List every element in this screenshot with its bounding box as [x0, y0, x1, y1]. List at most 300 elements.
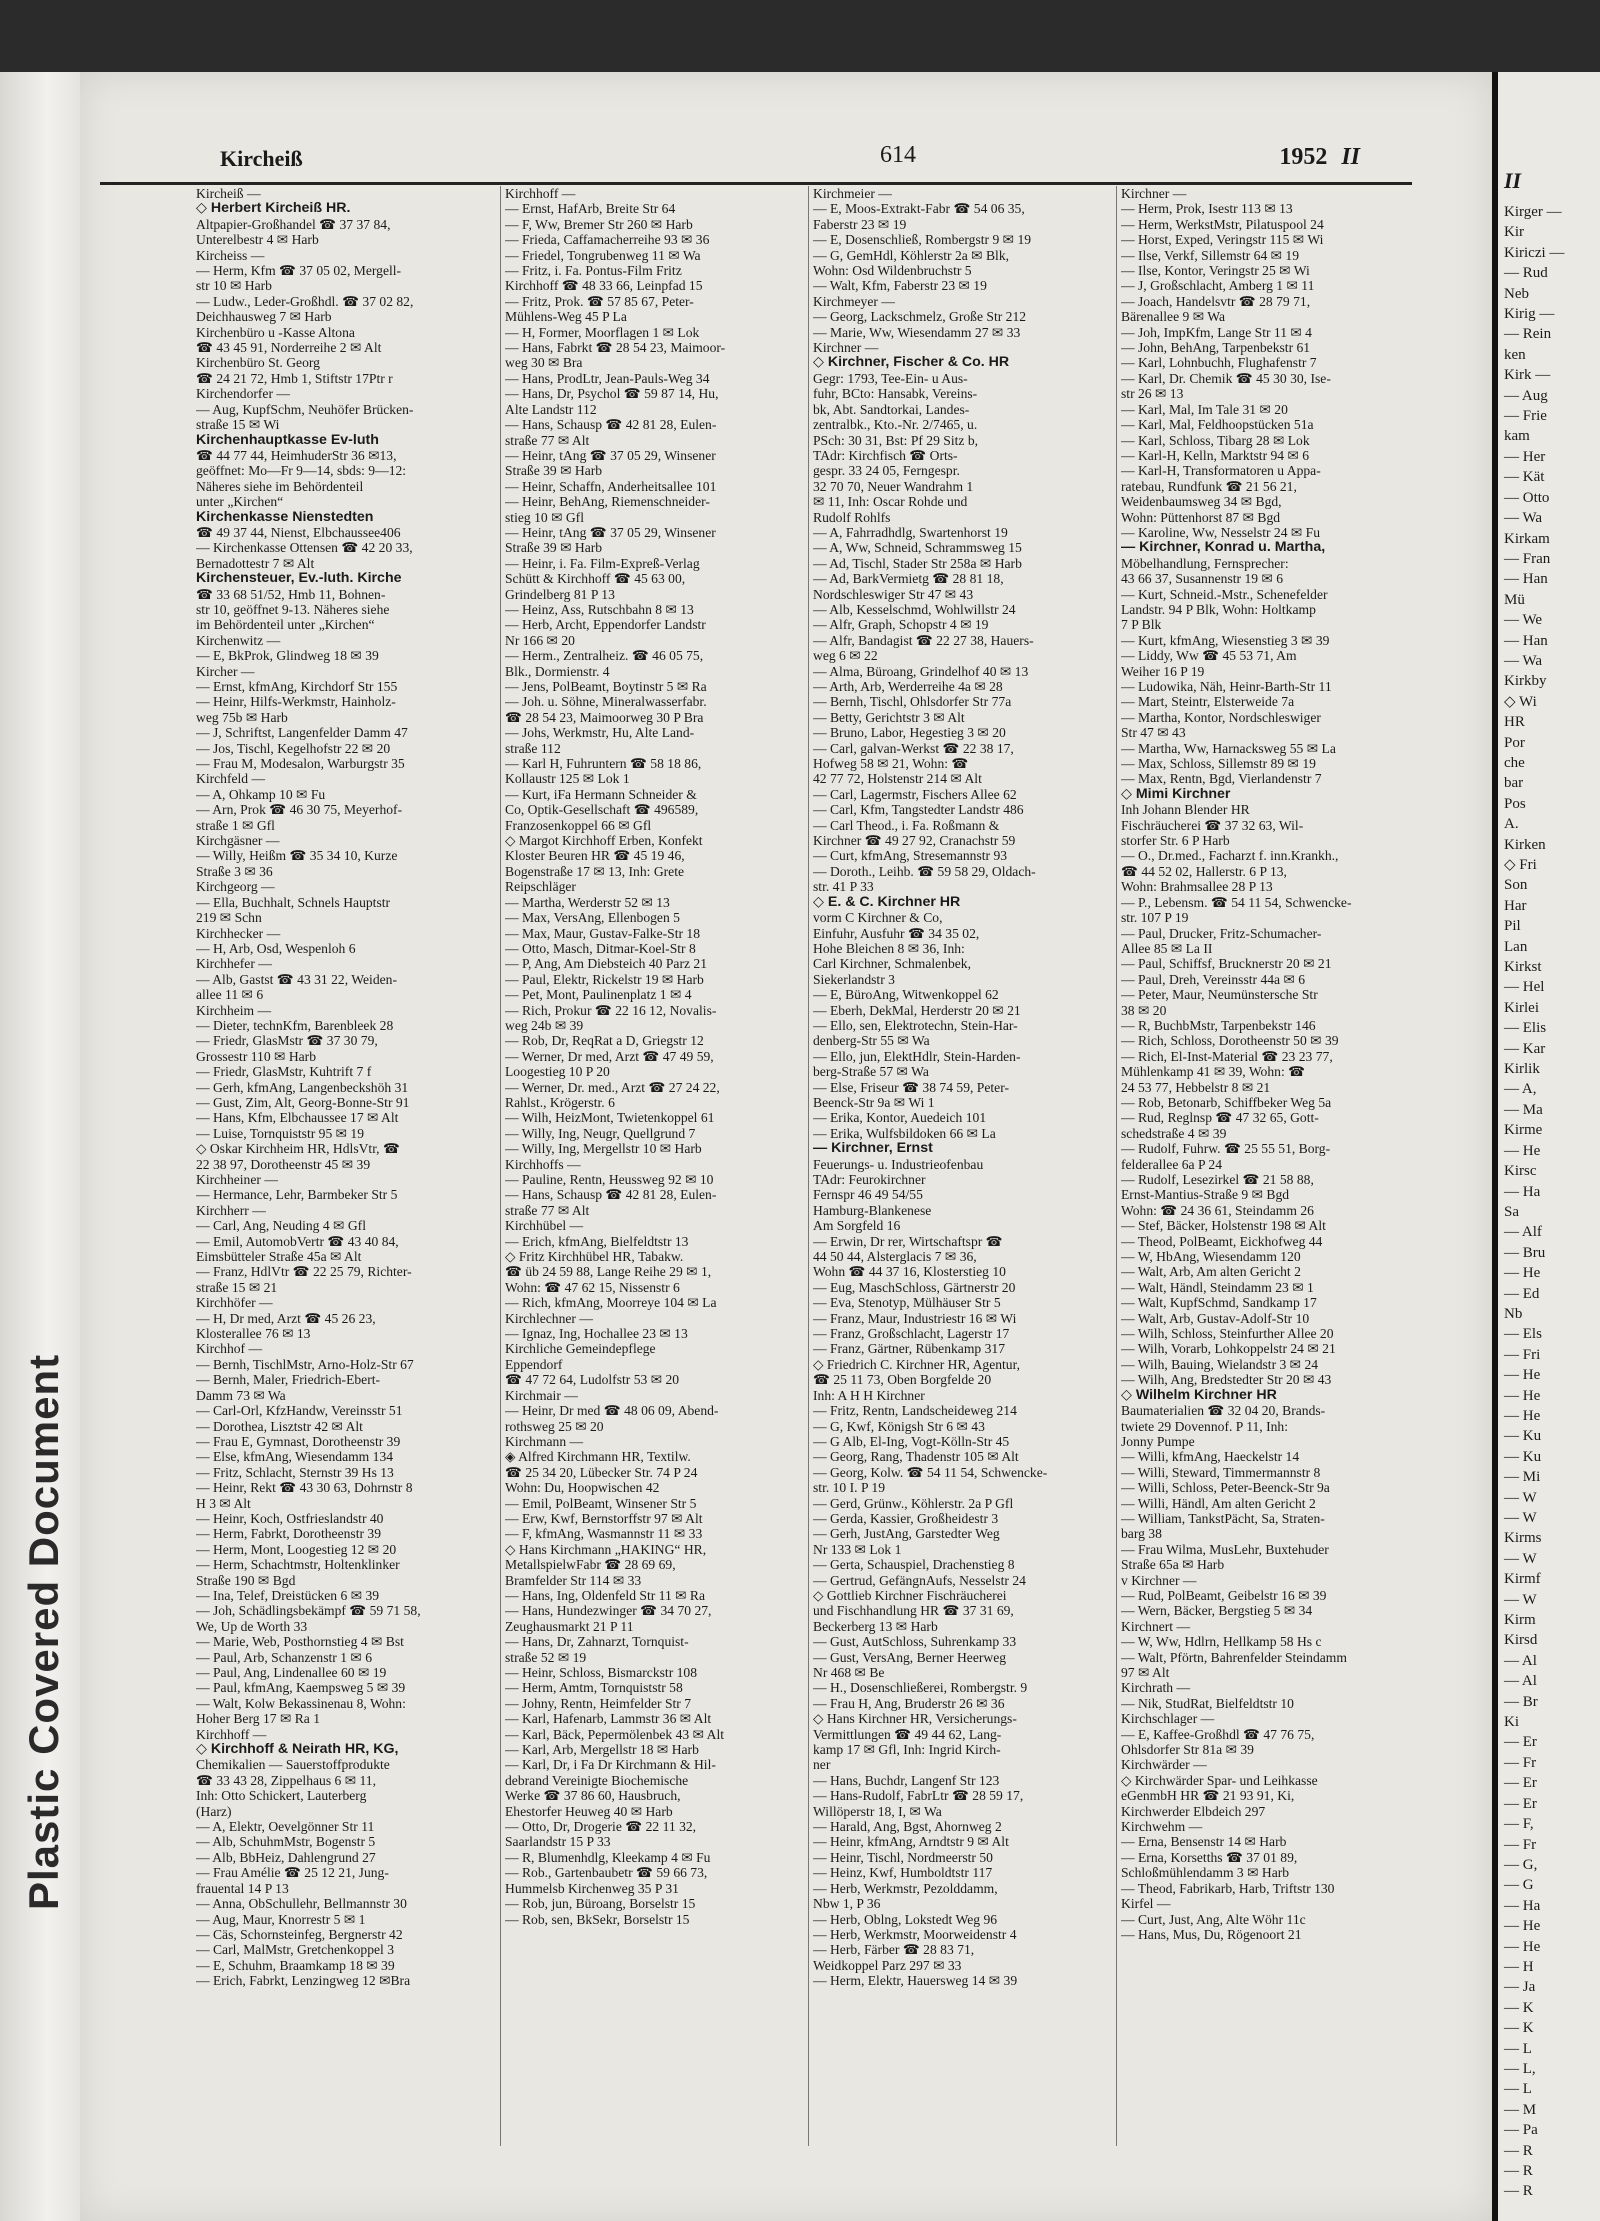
next-page-line: Kirger —: [1504, 204, 1562, 220]
directory-entry-line: — Frau Wilma, MusLehr, Buxtehuder: [1121, 1541, 1329, 1557]
directory-entry-line: — Friedr, GlasMstr ☎ 37 30 79,: [196, 1033, 378, 1049]
directory-entry-line: Inh: A H H Kirchner: [813, 1387, 925, 1403]
directory-entry-line: Vermittlungen ☎ 49 44 62, Lang-: [813, 1726, 1002, 1742]
next-page-line: Mü: [1504, 591, 1525, 608]
directory-entry-line: straße 112: [505, 740, 561, 756]
next-page-line: — Ed: [1504, 1285, 1540, 1302]
next-page-line: — G,: [1504, 1856, 1538, 1873]
directory-entry-line: — Rob, Betonarb, Schiffbeker Weg 5a: [1121, 1094, 1332, 1110]
directory-entry-line: — Wern, Bäcker, Bergstieg 5 ✉ 34: [1121, 1603, 1313, 1619]
directory-entry-line: — Erika, Wulfsbildoken 66 ✉ La: [813, 1125, 996, 1141]
directory-entry-line: MetallspielwFabr ☎ 28 69 69,: [505, 1557, 676, 1573]
directory-entry-line: — Herb, Werkmstr, Moorweidenstr 4: [813, 1926, 1017, 1942]
directory-entry-line: — Rudolf, Fuhrw. ☎ 25 55 51, Borg-: [1121, 1141, 1331, 1157]
directory-entry-line: ◇ Kirchwärder Spar- und Leihkasse: [1121, 1772, 1318, 1788]
next-page-line: ken: [1504, 346, 1526, 363]
next-page-line: — He: [1504, 1387, 1541, 1404]
directory-entry-line: — Jos, Tischl, Kegelhofstr 22 ✉ 20: [196, 740, 391, 756]
directory-entry-line: — Peter, Maur, Neumünstersche Str: [1121, 987, 1318, 1003]
next-page-line: Kirsd: [1504, 1632, 1538, 1649]
directory-entry-line: 44 50 44, Alsterglacis 7 ✉ 36,: [813, 1249, 977, 1265]
directory-entry-line: Kirchenwitz —: [196, 632, 281, 648]
directory-entry-line: Ohlsdorfer Str 81a ✉ 39: [1121, 1742, 1254, 1758]
directory-entry-line: Rahlst., Krögerstr. 6: [505, 1094, 615, 1110]
directory-entry-line: Beckerberg 13 ✉ Harb: [813, 1618, 938, 1634]
directory-entry-line: ◇ Gottlieb Kirchner Fischräucherei: [813, 1587, 1007, 1603]
directory-entry-line: — Karoline, Ww, Nesselstr 24 ✉ Fu: [1121, 524, 1321, 540]
directory-entry-line: Weidkoppel Parz 297 ✉ 33: [813, 1957, 962, 1973]
next-page-line: — Fr: [1504, 1754, 1537, 1771]
directory-entry-line: — Joh. u. Söhne, Mineralwasserfabr.: [505, 694, 707, 710]
directory-entry-line: ◇ Hans Kirchner HR, Versicherungs-: [813, 1711, 1017, 1727]
directory-entry-line: — R, BuchbMstr, Tarpenbekstr 146: [1121, 1017, 1316, 1033]
directory-entry-line: — Theod, PolBeamt, Eickhofweg 44: [1121, 1233, 1323, 1249]
year-volume: [1279, 144, 1360, 171]
next-page-line: — R: [1504, 2183, 1533, 2200]
directory-entry-line: — William, TankstPächt, Sa, Straten-: [1121, 1510, 1325, 1526]
directory-entry-line: Kirchhoff —: [505, 186, 576, 201]
directory-entry-line: — J, Schriftst, Langenfelder Damm 47: [196, 725, 408, 741]
directory-entry-line: Kirchenbüro St. Georg: [196, 355, 320, 371]
directory-entry-line: — Pauline, Rentn, Heussweg 92 ✉ 10: [505, 1172, 714, 1187]
directory-entry-line: — Heinr, Dr med ☎ 48 06 09, Abend-: [505, 1403, 719, 1419]
next-page-line: Kirmf: [1504, 1571, 1541, 1588]
directory-entry-line: — Willi, kfmAng, Haeckelstr 14: [1121, 1449, 1300, 1465]
next-page-line: — Rein: [1504, 326, 1552, 343]
directory-entry-line: — Rich, kfmAng, Moorreye 104 ✉ La: [505, 1295, 717, 1311]
directory-entry-line: Inh Johann Blender HR: [1121, 802, 1250, 818]
next-page-line: — Alf: [1504, 1224, 1542, 1241]
next-page-line: — K: [1504, 2020, 1534, 2037]
next-page-line: — M: [1504, 2101, 1537, 2118]
next-page-line: bar: [1504, 775, 1524, 792]
directory-entry-line: ☎ 33 68 51/52, Hmb 11, Bohnen-: [196, 586, 386, 602]
directory-entry-line: Str 47 ✉ 43: [1121, 725, 1186, 741]
directory-entry-line: — Alma, Büroang, Grindelhof 40 ✉ 13: [813, 663, 1029, 679]
directory-entry-line: — Theod, Fabrikarb, Harb, Triftstr 130: [1121, 1880, 1335, 1896]
directory-entry-line: — Alb, Gastst ☎ 43 31 22, Weiden-: [196, 971, 397, 987]
directory-entry-line: — E, Schuhm, Braamkamp 18 ✉ 39: [196, 1957, 395, 1973]
directory-entry-line: — Paul, Schiffsf, Brucknerstr 20 ✉ 21: [1121, 956, 1332, 972]
next-page-line: Por: [1504, 734, 1525, 751]
directory-entry-line: — Frau E, Gymnast, Dorotheenstr 39: [196, 1433, 401, 1449]
directory-entry-line: — Willi, Steward, Timmermannstr 8: [1121, 1464, 1321, 1480]
directory-entry-line: — Martha, Werderstr 52 ✉ 13: [505, 894, 670, 910]
next-page-line: Neb: [1504, 285, 1529, 302]
directory-entry-line: Altpapier-Großhandel ☎ 37 37 84,: [196, 216, 391, 232]
directory-entry-line: Kirchner ☎ 49 27 92, Cranachstr 59: [813, 833, 1016, 849]
column-2: [505, 186, 809, 2166]
directory-entry-line: — Karl, Arb, Mergellstr 18 ✉ Harb: [505, 1742, 699, 1758]
next-page-line: Ki: [1504, 1714, 1519, 1731]
directory-entry-line: — H, Arb, Osd, Wespenloh 6: [196, 940, 356, 956]
directory-entry-line: unter „Kirchen“: [196, 494, 284, 510]
directory-entry-line: Siekerlandstr 3: [813, 971, 895, 987]
directory-entry-line: geöffnet: Mo—Fr 9—14, sbds: 9—12:: [196, 463, 407, 479]
directory-entry-line: — Emil, AutomobVertr ☎ 43 40 84,: [196, 1233, 399, 1249]
directory-entry-line: ◇ Hans Kirchmann „HAKING“ HR,: [505, 1541, 707, 1557]
directory-entry-line: Allee 85 ✉ La II: [1121, 940, 1213, 956]
directory-entry-line: — E, Moos-Extrakt-Fabr ☎ 54 06 35,: [813, 201, 1025, 217]
directory-entry-line: straße 77 ✉ Alt: [505, 432, 590, 448]
directory-entry-line: — John, BehAng, Tarpenbekstr 61: [1121, 340, 1311, 356]
directory-entry-line: Kirchliche Gemeindepflege: [505, 1341, 656, 1357]
next-page-line: Har: [1504, 897, 1527, 914]
directory-entry-line: — Rich, Prokur ☎ 22 16 12, Novalis-: [505, 1002, 717, 1018]
directory-entry-line: — Erich, Fabrkt, Lenzingweg 12 ✉Bra: [196, 1973, 411, 1989]
directory-entry-line: straße 1 ✉ Gfl: [196, 817, 275, 833]
volume: II: [1341, 144, 1360, 170]
directory-entry-line: — Gerh, JustAng, Garstedter Weg: [813, 1526, 1000, 1542]
directory-entry-line: — Heinr, kfmAng, Arndtstr 9 ✉ Alt: [813, 1834, 1009, 1850]
directory-entry-line: — Kurt, iFa Hermann Schneider &: [505, 786, 697, 802]
directory-entry-line: eGenmbH HR ☎ 21 93 91, Ki,: [1121, 1788, 1295, 1804]
year: 1952: [1279, 144, 1328, 170]
next-page-line: — Ha: [1504, 1183, 1541, 1200]
directory-entry-line: Baumaterialien ☎ 32 04 20, Brands-: [1121, 1403, 1326, 1419]
directory-entry-line: Kirchmeier —: [813, 186, 892, 201]
directory-entry-line: Weiher 16 P 19: [1121, 663, 1205, 679]
directory-entry-line: Näheres siehe im Behördenteil: [196, 478, 364, 494]
directory-entry-line: — F, kfmAng, Wasmannstr 11 ✉ 33: [505, 1526, 703, 1542]
directory-entry-line: — Cäs, Schornsteinfeg, Bergnerstr 42: [196, 1926, 403, 1942]
directory-entry-line: Willöperstr 18, I, ✉ Wa: [813, 1803, 942, 1819]
directory-entry-line: — Eva, Stenotyp, Mülhäuser Str 5: [813, 1295, 1001, 1311]
directory-entry-line: — Hans, Fabrkt ☎ 28 54 23, Maimoor-: [505, 340, 726, 356]
directory-entry-line: — Johs, Werkmstr, Hu, Alte Land-: [505, 725, 695, 741]
directory-entry-line: Faberstr 23 ✉ 19: [813, 216, 907, 232]
directory-entry-line: ◇ Oskar Kirchheim HR, HdlsVtr, ☎: [196, 1141, 400, 1157]
page-header: [100, 130, 1412, 185]
directory-entry-line: — Eberh, DekMal, Herderstr 20 ✉ 21: [813, 1002, 1021, 1018]
directory-entry-line: str 26 ✉ 13: [1121, 386, 1184, 402]
next-page-line: — K: [1504, 1999, 1534, 2016]
directory-entry-line: — Erna, Korsetths ☎ 37 01 89,: [1121, 1849, 1298, 1865]
directory-entry-line: Kirchfeld —: [196, 771, 266, 787]
directory-entry-heading: ◇ E. & C. Kirchner HR: [813, 894, 961, 910]
directory-entry-line: weg 75b ✉ Harb: [196, 709, 288, 725]
directory-entry-line: — Gust, VersAng, Berner Heerweg: [813, 1649, 1007, 1665]
directory-entry-line: — Frieda, Caffamacherreihe 93 ✉ 36: [505, 232, 710, 248]
directory-entry-line: Wohn: ☎ 24 36 61, Steindamm 26: [1121, 1202, 1314, 1218]
directory-entry-line: — Max, VersAng, Ellenbogen 5: [505, 910, 680, 926]
column-1: [196, 186, 500, 2166]
directory-entry-line: Bogenstraße 17 ✉ 13, Inh: Grete: [505, 863, 685, 879]
directory-entry-line: H 3 ✉ Alt: [196, 1495, 251, 1511]
directory-entry-line: — Max, Schloss, Sillemstr 89 ✉ 19: [1121, 756, 1316, 772]
next-page-line: che: [1504, 754, 1525, 771]
directory-entry-line: — Heinz, Kwf, Humboldtstr 117: [813, 1865, 993, 1881]
directory-entry-line: — Willy, Ing, Neugr, Quellgrund 7: [505, 1125, 696, 1141]
directory-entry-line: — Georg, Kolw. ☎ 54 11 54, Schwencke-: [813, 1464, 1048, 1480]
next-page-line: Pos: [1504, 795, 1526, 812]
directory-entry-line: Ernst-Mantius-Straße 9 ✉ Bgd: [1121, 1187, 1290, 1203]
directory-entry-line: — Karl, Lohnbuchh, Flughafenstr 7: [1121, 355, 1317, 371]
directory-entry-line: — Erna, Bensenstr 14 ✉ Harb: [1121, 1834, 1287, 1850]
next-page-line: — Mi: [1504, 1469, 1541, 1486]
directory-entry-line: Wohn: ☎ 47 62 15, Nissenstr 6: [505, 1279, 680, 1295]
directory-entry-line: Franzosenkoppel 66 ✉ Gfl: [505, 817, 652, 833]
directory-entry-line: — R, Blumenhdlg, Kleekamp 4 ✉ Fu: [505, 1849, 711, 1865]
directory-entry-line: — Gust, Zim, Alt, Georg-Bonne-Str 91: [196, 1094, 410, 1110]
directory-entry-line: ☎ 44 52 02, Hallerstr. 6 P 13,: [1121, 863, 1287, 879]
directory-entry-line: 7 P Blk: [1121, 617, 1162, 633]
directory-entry-line: — H., Dosenschließerei, Rombergstr. 9: [813, 1680, 1028, 1696]
directory-entry-line: — Franz, Großschlacht, Lagerstr 17: [813, 1326, 1010, 1342]
directory-entry-line: ☎ 25 11 73, Oben Borgfelde 20: [813, 1372, 992, 1388]
next-page-line: — He: [1504, 1918, 1541, 1935]
directory-entry-line: Kirchner —: [1121, 186, 1187, 201]
next-page-line: — Er: [1504, 1734, 1537, 1751]
directory-entry-line: — Rob, Dr, ReqRat a D, Griegstr 12: [505, 1033, 704, 1049]
directory-entry-line: — E, Dosenschließ, Rombergstr 9 ✉ 19: [813, 232, 1032, 248]
next-page-line: — Fran: [1504, 550, 1551, 567]
next-page-line: Kirlei: [1504, 999, 1539, 1016]
directory-entry-heading: ◇ Mimi Kirchner: [1121, 786, 1231, 802]
directory-entry-line: ☎ üb 24 59 88, Lange Reihe 29 ✉ 1,: [505, 1264, 712, 1280]
directory-entry-line: — Carl-Orl, KfzHandw, Vereinsstr 51: [196, 1403, 403, 1419]
directory-entry-line: TAdr: Kirchfisch ☎ Orts-: [813, 447, 958, 463]
directory-entry-line: ☎ 43 45 91, Norderreihe 2 ✉ Alt: [196, 340, 382, 356]
next-page-line: — Al: [1504, 1652, 1537, 1669]
column-divider: [808, 186, 809, 2146]
directory-entry-line: — Hans, Ing, Oldenfeld Str 11 ✉ Ra: [505, 1587, 706, 1603]
directory-entry-line: Kirchnert —: [1121, 1618, 1191, 1634]
directory-entry-line: Wohn: Püttenhorst 87 ✉ Bgd: [1121, 509, 1281, 525]
directory-entry-line: Kirchmeyer —: [813, 293, 895, 309]
directory-entry-line: str 10, geöffnet 9-13. Näheres siehe: [196, 601, 390, 617]
directory-entry-line: Feuerungs- u. Industrieofenbau: [813, 1156, 984, 1172]
directory-entry-line: Kirchmair —: [505, 1387, 578, 1403]
directory-entry-line: — Dorothea, Lisztstr 42 ✉ Alt: [196, 1418, 363, 1434]
next-page-line: Kirme: [1504, 1122, 1543, 1139]
directory-entry-line: str 10 ✉ Harb: [196, 278, 272, 294]
directory-entry-line: ☎ 24 21 72, Hmb 1, Stiftstr 17Ptr r: [196, 370, 393, 386]
directory-entry-line: Kirchhof —: [196, 1341, 263, 1357]
directory-entry-line: rothsweg 25 ✉ 20: [505, 1418, 604, 1434]
directory-entry-line: — Kirchenkasse Ottensen ☎ 42 20 33,: [196, 540, 413, 556]
directory-entry-line: Einfuhr, Ausfuhr ☎ 34 35 02,: [813, 925, 980, 941]
directory-entry-line: — Liddy, Ww ☎ 45 53 71, Am: [1121, 648, 1297, 664]
directory-entry-line: Ehestorfer Heuweg 40 ✉ Harb: [505, 1803, 673, 1819]
directory-entry-line: — Aug, KupfSchm, Neuhöfer Brücken-: [196, 401, 414, 417]
next-page-line: Kirms: [1504, 1530, 1542, 1547]
directory-entry-line: — Alb, Kesselschmd, Wohlwillstr 24: [813, 601, 1016, 617]
directory-entry-line: Werke ☎ 37 86 60, Hausbruch,: [505, 1788, 681, 1804]
next-page-line: — He: [1504, 1407, 1541, 1424]
directory-entry-line: — Gerh, kfmAng, Langenbeckshöh 31: [196, 1079, 409, 1095]
directory-entry-line: — Bernh, Maler, Friedrich-Ebert-: [196, 1372, 381, 1388]
directory-entry-line: Hamburg-Blankenese: [813, 1202, 932, 1218]
directory-entry-line: — Otto, Masch, Ditmar-Koel-Str 8: [505, 940, 696, 956]
directory-entry-line: — Herm, Kfm ☎ 37 05 02, Mergell-: [196, 263, 402, 279]
directory-entry-line: — Rob, sen, BkSekr, Borselstr 15: [505, 1911, 690, 1927]
directory-entry-line: — Joh, ImpKfm, Lange Str 11 ✉ 4: [1121, 324, 1312, 340]
directory-entry-line: — Hans-Rudolf, FabrLtr ☎ 28 59 17,: [813, 1788, 1024, 1804]
directory-entry-line: Blk., Dormienstr. 4: [505, 663, 610, 679]
directory-entry-line: 97 ✉ Alt: [1121, 1665, 1170, 1680]
next-page-line: Kiriczi —: [1504, 244, 1565, 261]
directory-entry-line: — Gerd, Grünw., Köhlerstr. 2a P Gfl: [813, 1495, 1014, 1511]
directory-entry-line: — Herb, Archt, Eppendorfer Landstr: [505, 617, 706, 633]
directory-entry-line: debrand Vereinigte Biochemische: [505, 1772, 689, 1788]
directory-entry-line: Kirchheim —: [196, 1002, 272, 1018]
directory-entry-line: TAdr: Feurokirchner: [813, 1172, 926, 1187]
directory-entry-line: Landstr. 94 P Blk, Wohn: Holtkamp: [1121, 601, 1316, 617]
directory-entry-line: 24 53 77, Hebbelstr 8 ✉ 21: [1121, 1079, 1271, 1095]
directory-entry-line: schedstraße 4 ✉ 39: [1121, 1125, 1227, 1141]
column-divider: [500, 186, 501, 2146]
directory-entry-line: — J, Großschlacht, Amberg 1 ✉ 11: [1121, 278, 1315, 294]
directory-entry-line: — Gust, AutSchloss, Suhrenkamp 33: [813, 1634, 1017, 1650]
directory-entry-line: ◇ Friedrich C. Kirchner HR, Agentur,: [813, 1356, 1020, 1372]
directory-entry-line: — A, Elektr, Oevelgönner Str 11: [196, 1819, 375, 1835]
directory-entry-line: Inh: Otto Schickert, Lauterberg: [196, 1788, 367, 1804]
directory-entry-line: — Karl, Hafenarb, Lammstr 36 ✉ Alt: [505, 1711, 712, 1727]
next-page-line: Kirk —: [1504, 367, 1551, 384]
directory-entry-line: — Herm., Zentralheiz. ☎ 46 05 75,: [505, 648, 704, 664]
directory-entry-line: — E, BkProk, Glindweg 18 ✉ 39: [196, 648, 379, 664]
directory-entry-line: Kirchner —: [813, 340, 879, 356]
directory-entry-line: felderallee 6a P 24: [1121, 1156, 1223, 1172]
directory-entry-line: ☎ 44 77 44, HeimhuderStr 36 ✉13,: [196, 447, 397, 463]
directory-entry-line: barg 38: [1121, 1526, 1162, 1542]
directory-entry-line: Kirchhübel —: [505, 1218, 584, 1234]
next-page-line: — W: [1504, 1550, 1537, 1567]
directory-entry-line: — P., Lebensm. ☎ 54 11 54, Schwencke-: [1121, 894, 1352, 910]
directory-entry-line: — Marie, Ww, Wiesendamm 27 ✉ 33: [813, 324, 1021, 340]
next-page-line: HR: [1504, 714, 1525, 731]
directory-entry-line: Kirchheiner —: [196, 1172, 278, 1187]
directory-entry-line: weg 30 ✉ Bra: [505, 355, 583, 371]
directory-entry-line: — Karl-H, Kelln, Marktstr 94 ✉ 6: [1121, 447, 1310, 463]
column-4: [1121, 186, 1425, 2166]
directory-entry-line: Kircheiss —: [196, 247, 265, 263]
directory-entry-line: Weidenbaumsweg 34 ✉ Bgd,: [1121, 494, 1282, 510]
directory-entry-line: — Erwin, Dr rer, Wirtschaftspr ☎: [813, 1233, 1003, 1249]
directory-entry-line: — Heinr, tAng ☎ 37 05 29, Winsener: [505, 524, 716, 540]
directory-entry-line: — Arn, Prok ☎ 46 30 75, Meyerhof-: [196, 802, 403, 818]
directory-entry-line: — Herm, WerkstMstr, Pilatuspool 24: [1121, 216, 1324, 232]
directory-entry-line: Wohn ☎ 44 37 16, Klosterstieg 10: [813, 1264, 1006, 1280]
directory-entry-line: bk, Abt. Sandtorkai, Landes-: [813, 401, 970, 417]
directory-entry-line: Kirchgäsner —: [196, 833, 280, 849]
directory-entry-line: — Walt, Pförtn, Bahrenfelder Steindamm: [1121, 1649, 1347, 1665]
directory-entry-line: — Mart, Steintr, Elsterweide 7a: [1121, 694, 1295, 710]
directory-entry-heading: ◇ Wilhelm Kirchner HR: [1121, 1387, 1277, 1403]
directory-entry-line: — Johny, Rentn, Heimfelder Str 7: [505, 1695, 692, 1711]
directory-entry-line: Mühlens-Weg 45 P La: [505, 309, 627, 325]
directory-entry-line: Alte Landstr 112: [505, 401, 597, 417]
directory-entry-line: str. 10 I. P 19: [813, 1480, 886, 1496]
directory-entry-line: ◇ Margot Kirchhoff Erben, Konfekt: [505, 833, 703, 849]
directory-entry-line: — Rud, PolBeamt, Geibelstr 16 ✉ 39: [1121, 1587, 1327, 1603]
directory-entry-line: Kirchlechner —: [505, 1310, 593, 1326]
directory-entry-line: — Werner, Dr med, Arzt ☎ 47 49 59,: [505, 1048, 714, 1064]
directory-entry-line: — E, Kaffee-Großhdl ☎ 47 76 75,: [1121, 1726, 1315, 1742]
directory-entry-line: Schütt & Kirchhoff ☎ 45 63 00,: [505, 571, 686, 587]
directory-entry-line: — Frau H, Ang, Bruderstr 26 ✉ 36: [813, 1695, 1005, 1711]
next-page-line: — Fri: [1504, 1346, 1541, 1363]
directory-entry-line: — Heinr, Koch, Ostfrieslandstr 40: [196, 1510, 384, 1526]
directory-entry-line: — Willi, Händl, Am alten Gericht 2: [1121, 1495, 1316, 1511]
directory-entry-line: ner: [813, 1757, 831, 1773]
directory-entry-line: Kirchhoff ☎ 48 33 66, Leinpfad 15: [505, 278, 703, 294]
next-page-line: Kirkby: [1504, 673, 1547, 690]
directory-entry-line: Kirchherr —: [196, 1202, 266, 1218]
directory-entry-line: Schloßmühlendamm 3 ✉ Harb: [1121, 1865, 1290, 1881]
directory-entry-line: — Karl, Mal, Im Tale 31 ✉ 20: [1121, 401, 1288, 417]
directory-entry-line: — Fritz, Rentn, Landscheideweg 214: [813, 1403, 1017, 1419]
directory-entry-line: Jonny Pumpe: [1121, 1433, 1195, 1449]
directory-entry-line: — Max, Rentn, Bgd, Vierlandenstr 7: [1121, 771, 1322, 787]
directory-entry-line: — Willy, Heißm ☎ 35 34 10, Kurze: [196, 848, 398, 864]
directory-entry-line: Wohn: Osd Wildenbruchstr 5: [813, 263, 972, 279]
next-page-line: Pil: [1504, 918, 1521, 935]
directory-entry-line: ☎ 33 43 28, Zippelhaus 6 ✉ 11,: [196, 1772, 376, 1788]
next-page-line: — L,: [1504, 2060, 1536, 2077]
directory-entry-line: — Walt, Händl, Steindamm 23 ✉ 1: [1121, 1279, 1314, 1295]
next-page-line: — R: [1504, 2163, 1533, 2179]
directory-entry-line: Kirchhefer —: [196, 956, 272, 972]
directory-entry-line: straße 15 ✉ Wi: [196, 417, 280, 433]
directory-entry-heading: — Kirchner, Ernst: [813, 1141, 933, 1157]
directory-entry-line: Kircheiß —: [196, 186, 261, 201]
directory-entry-line: — Walt, KupfSchmd, Sandkamp 17: [1121, 1295, 1317, 1311]
next-page-line: A.: [1504, 816, 1519, 833]
directory-entry-line: — Rob., Gartenbaubetr ☎ 59 66 73,: [505, 1865, 708, 1881]
directory-entry-line: allee 11 ✉ 6: [196, 987, 264, 1003]
directory-entry-line: — Rich, Schloss, Dorotheenstr 50 ✉ 39: [1121, 1033, 1339, 1049]
directory-entry-line: — Gerta, Schauspiel, Drachenstieg 8: [813, 1557, 1015, 1573]
directory-entry-line: — Friedel, Tongrubenweg 11 ✉ Wa: [505, 247, 701, 263]
next-page-line: — Aug: [1504, 387, 1548, 404]
next-page-line: Kirlik: [1504, 1061, 1540, 1078]
next-page-line: Nb: [1504, 1305, 1523, 1322]
directory-entry-heading: ◇ Kirchner, Fischer & Co. HR: [813, 355, 1010, 371]
next-page-edge: [1492, 72, 1600, 2221]
directory-entry-line: stieg 10 ✉ Gfl: [505, 509, 584, 525]
directory-entry-line: ☎ 25 34 20, Lübecker Str. 74 P 24: [505, 1464, 698, 1480]
directory-entry-line: Saarlandstr 15 P 33: [505, 1834, 611, 1850]
directory-entry-line: — Ludw., Leder-Großhdl. ☎ 37 02 82,: [196, 293, 414, 309]
directory-entry-line: — Hans, Dr, Psychol ☎ 59 87 14, Hu,: [505, 386, 719, 402]
directory-entry-line: — Walt, Arb, Gustav-Adolf-Str 10: [1121, 1310, 1310, 1326]
directory-entry-line: — W, Ww, Hdlrn, Hellkamp 58 Hs c: [1121, 1634, 1322, 1650]
directory-entry-line: — Paul, Elektr, Rickelstr 19 ✉ Harb: [505, 971, 704, 987]
directory-entry-line: — Ilse, Kontor, Veringstr 25 ✉ Wi: [1121, 263, 1310, 279]
next-page-line: — Ha: [1504, 1897, 1541, 1914]
directory-entry-line: — Ernst, kfmAng, Kirchdorf Str 155: [196, 679, 398, 694]
directory-entry-line: Möbelhandlung, Fernsprecher:: [1121, 555, 1289, 571]
directory-entry-line: — Wilh, HeizMont, Twietenkoppel 61: [505, 1110, 715, 1126]
directory-entry-line: Grindelberg 81 P 13: [505, 586, 615, 602]
next-page-line: Kirkst: [1504, 959, 1542, 976]
directory-entry-line: — Otto, Dr, Drogerie ☎ 22 11 32,: [505, 1819, 697, 1835]
directory-entry-line: — Jens, PolBeamt, Boytinstr 5 ✉ Ra: [505, 679, 707, 694]
next-page-line: — Han: [1504, 571, 1548, 588]
directory-entry-line: Kirchschlager —: [1121, 1711, 1215, 1727]
next-page-line: — Er: [1504, 1775, 1537, 1792]
directory-entry-line: weg 6 ✉ 22: [813, 648, 878, 664]
directory-entry-line: — Herb, Oblng, Lokstedt Weg 96: [813, 1911, 998, 1927]
directory-entry-line: Rudolf Rohlfs: [813, 509, 891, 525]
directory-entry-line: weg 24b ✉ 39: [505, 1017, 584, 1033]
directory-entry-line: Kloster Beuren HR ☎ 45 19 46,: [505, 848, 685, 864]
next-page-line: — Pa: [1504, 2122, 1538, 2139]
next-page-line: — Bru: [1504, 1244, 1546, 1261]
directory-entry-line: — Wilh, Bauing, Wielandstr 3 ✉ 24: [1121, 1356, 1319, 1372]
